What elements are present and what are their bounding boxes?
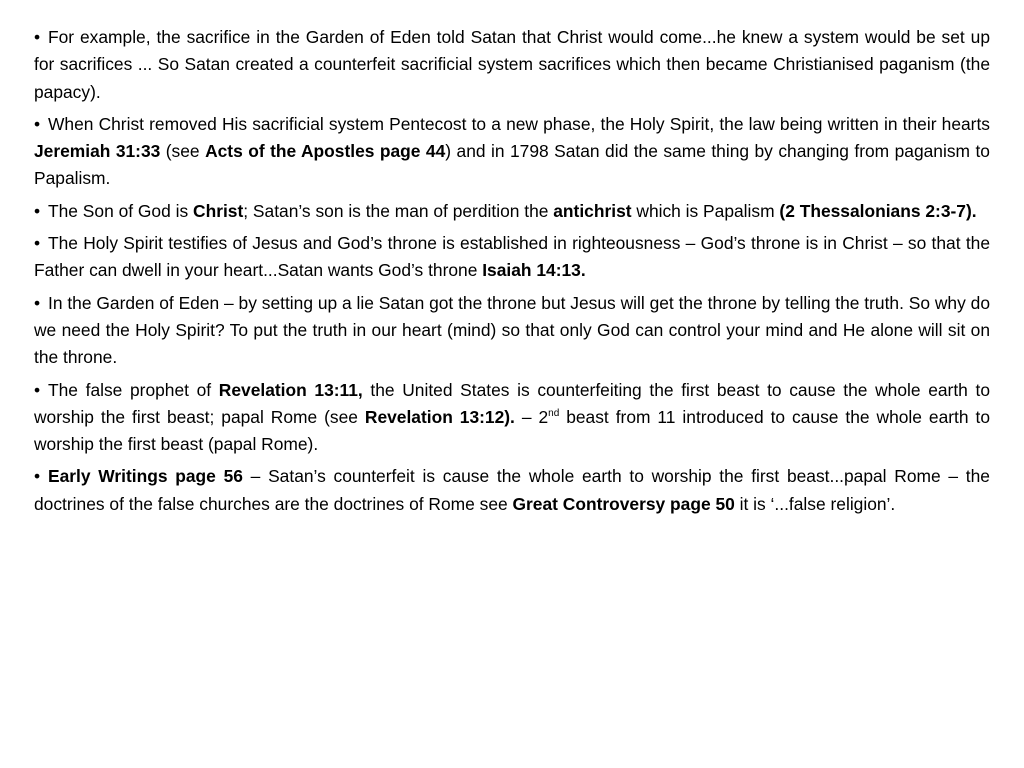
paragraph-text: beast from 11 introduced to cause the whole earth to worship the first beast (papal Rome). [34, 406, 990, 455]
paragraph-text: The false prophet of [48, 379, 219, 400]
bold-reference-text: Isaiah 14:13. [482, 260, 586, 281]
bullet-paragraph [34, 377, 990, 459]
superscript-text: nd [548, 408, 560, 420]
bold-reference-text: Jeremiah 31:33 [34, 141, 161, 162]
bullet-paragraph [34, 198, 990, 225]
paragraph-text: The Son of God is [48, 200, 194, 221]
bullet-list [34, 24, 990, 518]
paragraph-text: it is ‘...false religion’. [734, 493, 896, 514]
paragraph-text: In the Garden of Eden – by setting up a lie Satan got the throne but Jesus will get the throne by telling the truth. So why do we need the Holy Spirit? To put the truth in our heart (mind) so that only God can control your mind and He alone will sit on the throne. [34, 292, 990, 368]
slide-content [34, 24, 990, 744]
bold-reference-text: (2 Thessalonians 2:3-7). [779, 200, 977, 221]
bullet-paragraph [34, 111, 990, 193]
paragraph-text: – 2 [514, 406, 549, 427]
bullet-marker: • [34, 233, 41, 254]
paragraph-text: ) and in 1798 Satan did the same thing by changing from paganism to Papalism. [34, 141, 990, 189]
bold-reference-text: Revelation 13:12). [364, 406, 515, 427]
bullet-paragraph [34, 290, 990, 372]
bold-reference-text: Revelation 13:11, [218, 379, 363, 400]
bullet-paragraph [34, 463, 990, 518]
paragraph-text: For example, the sacrifice in the Garden of Eden told Satan that Christ would come...he knew a system would be set up for sacrifices ... So Satan created a counterfeit sacrificial system sacrifices which then became Christianised paganism (the papacy). [34, 27, 990, 102]
paragraph-text: (see [160, 141, 206, 162]
paragraph-text: The Holy Spirit testifies of Jesus and God’s throne is established in righteousness – God’s throne is in Christ – so that the Father can dwell in your heart...Satan wants God’s throne [34, 233, 990, 281]
paragraph-text: the United States is counterfeiting the first beast to cause the whole earth to worship the first beast; papal Rome (see [34, 379, 990, 427]
bold-reference-text: Great Controversy page 50 [512, 493, 735, 514]
paragraph-text: – Satan’s counterfeit is cause the whole earth to worship the first beast...papal Rome – the doctrines of the false churches are the doctrines of Rome see [34, 466, 990, 514]
bullet-marker: • [34, 292, 41, 313]
bullet-paragraph [34, 24, 990, 106]
bullet-marker: • [34, 27, 41, 47]
bold-reference-text: Acts of the Apostles page 44 [205, 141, 446, 162]
bullet-marker: • [34, 466, 41, 487]
paragraph-text: which is Papalism [631, 200, 780, 221]
bullet-marker: • [34, 200, 41, 221]
bold-reference-text: antichrist [553, 200, 632, 221]
bullet-marker: • [34, 379, 41, 400]
paragraph-text: ; Satan’s son is the man of perdition the [243, 200, 554, 221]
bold-reference-text: Christ [193, 200, 244, 221]
bold-reference-text: Early Writings page 56 [48, 466, 243, 487]
bullet-marker: • [34, 113, 41, 134]
bullet-paragraph [34, 230, 990, 285]
paragraph-text: When Christ removed His sacrificial system Pentecost to a new phase, the Holy Spirit, the law being written in their hearts [48, 113, 990, 134]
